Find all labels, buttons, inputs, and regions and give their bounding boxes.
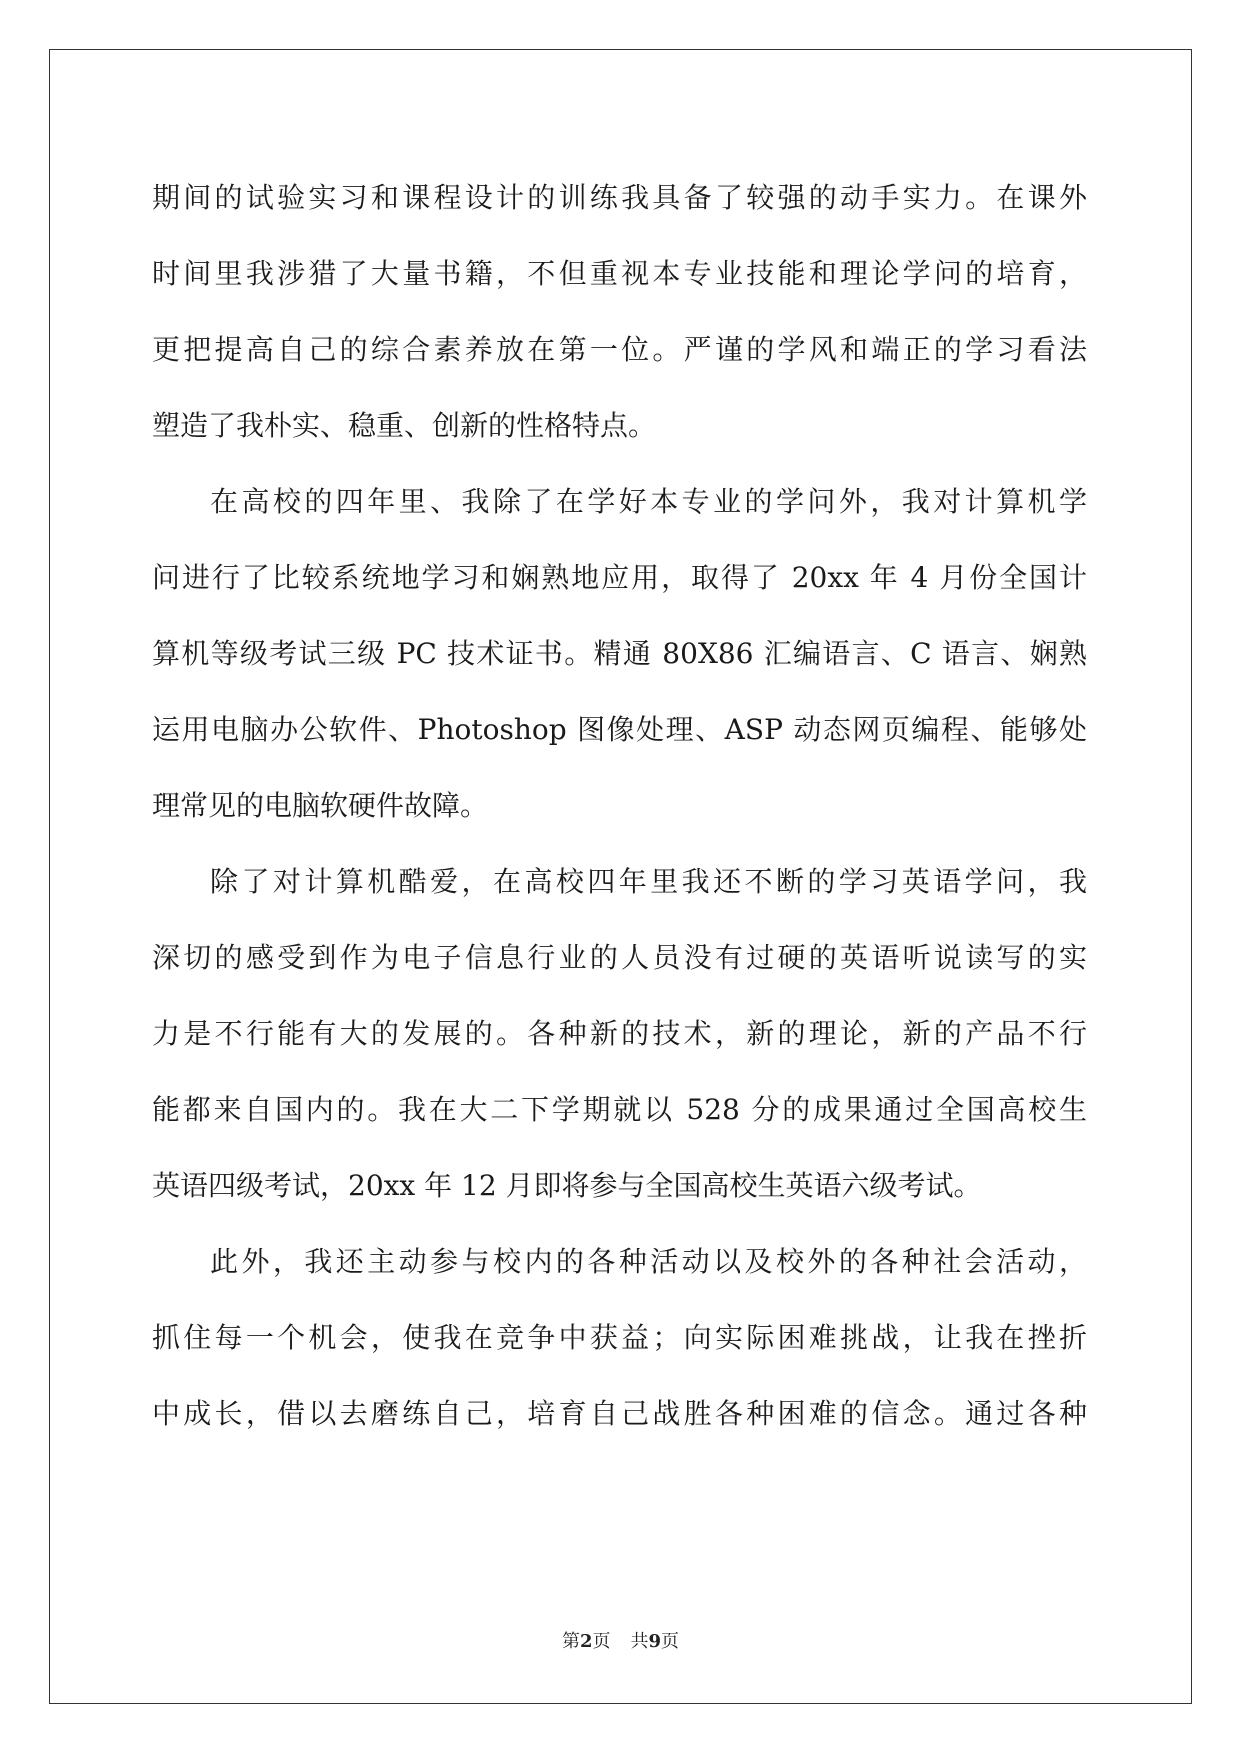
total-page-count: 9 <box>648 1631 662 1652</box>
paragraph-line: 理常见的电脑软硬件故障。 <box>152 789 489 822</box>
paragraph-line: 塑造了我朴实、稳重、创新的性格特点。 <box>152 409 657 442</box>
paragraph-line: 时间里我涉猎了大量书籍，不但重视本专业技能和理论学问的培育， <box>152 257 1087 290</box>
document-body <box>152 160 1087 1452</box>
paragraph-line: 算机等级考试三级 PC 技术证书。精通 80X86 汇编语言、C 语言、娴熟 <box>152 637 1087 670</box>
page-number-prefix: 第 <box>561 1631 580 1652</box>
paragraph-line: 问进行了比较系统地学习和娴熟地应用，取得了 20xx 年 4 月份全国计 <box>152 561 1087 594</box>
paragraph-line: 能都来自国内的。我在大二下学期就以 528 分的成果通过全国高校生 <box>152 1093 1087 1126</box>
paragraph-line: 在高校的四年里、我除了在学好本专业的学问外，我对计算机学 <box>210 485 1087 518</box>
paragraph-line: 期间的试验实习和课程设计的训练我具备了较强的动手实力。在课外 <box>152 181 1087 214</box>
paragraph-line: 此外，我还主动参与校内的各种活动以及校外的各种社会活动， <box>210 1245 1087 1278</box>
page-footer <box>0 1630 1241 1654</box>
paragraph-line: 力是不行能有大的发展的。各种新的技术，新的理论，新的产品不行 <box>152 1017 1087 1050</box>
paragraph-line: 除了对计算机酷爱，在高校四年里我还不断的学习英语学问，我 <box>210 865 1087 898</box>
paragraph-line: 深切的感受到作为电子信息行业的人员没有过硬的英语听说读写的实 <box>152 941 1087 974</box>
paragraph-line: 英语四级考试，20xx 年 12 月即将参与全国高校生英语六级考试。 <box>152 1169 982 1202</box>
page-number-suffix: 页 <box>592 1631 611 1652</box>
total-pages-prefix: 共 <box>630 1631 649 1652</box>
current-page-number: 2 <box>579 1631 593 1652</box>
paragraph-line: 中成长，借以去磨练自己，培育自己战胜各种困难的信念。通过各种 <box>152 1397 1087 1430</box>
total-pages-suffix: 页 <box>661 1631 680 1652</box>
paragraph-line: 更把提高自己的综合素养放在第一位。严谨的学风和端正的学习看法 <box>152 333 1087 366</box>
paragraph-line: 运用电脑办公软件、Photoshop 图像处理、ASP 动态网页编程、能够处 <box>152 713 1087 746</box>
paragraph-line: 抓住每一个机会，使我在竞争中获益；向实际困难挑战，让我在挫折 <box>152 1321 1087 1354</box>
